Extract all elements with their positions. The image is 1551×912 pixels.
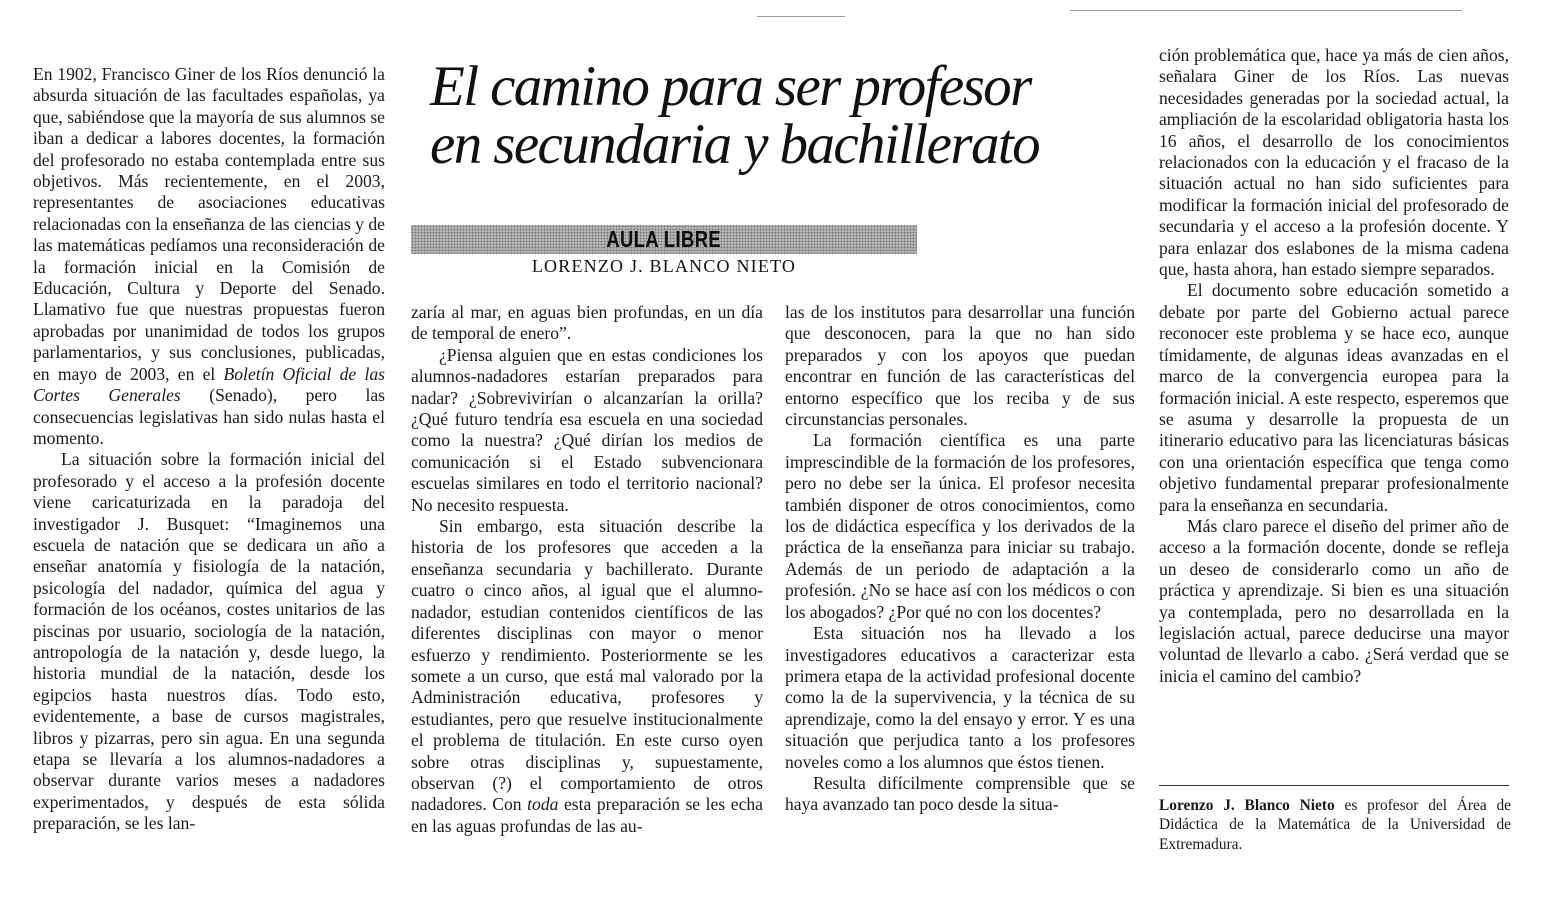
- italic-text-run: Boletín Oficial de las Cortes Generales: [33, 363, 385, 406]
- paragraph: las de los institutos para desarrollar una función que desconocen, para la que no han sido preparados y con los apoyos que puedan encontrar en función de las características del entorno específico que los reciba y de sus circunstancias personales.: [785, 302, 1135, 430]
- author-name: Lorenzo J. Blanco Nieto: [1159, 797, 1335, 814]
- section-label: AULA LIBRE: [606, 226, 722, 252]
- article-column-2: [411, 302, 763, 837]
- author-bio-text: es profesor del Área de Didáctica de la Matemática de la Universidad de Extremadura.: [1159, 797, 1511, 853]
- paragraph: ¿Piensa alguien que en estas condiciones los alumnos-nadadores estarían preparados para nadar? ¿Sobrevivirían o alcanzarían la orilla? ¿Qué futuro tendría esa escuela en una sociedad como la nuestra? ¿Qué dirían los medios de comunicación si el Estado subvencionara escuelas similares en todo el territorio nacional? No necesito respuesta.: [411, 344, 763, 515]
- text-run: (Senado), pero las consecuencias legislativas han sido nulas hasta el momento.: [33, 385, 385, 448]
- paragraph: El documento sobre educación sometido a debate por parte del Gobierno actual parece reconocer este problema y se hace eco, aunque tímidamente, de algunas ideas avanzadas en el marco de la convergencia europea para la formación inicial. A este respecto, esperemos que se asuma y desarrolle la propuesta de un itinerario educativo para las licenciaturas básicas con una orientación específica que tenga como objetivo fundamental preparar profesionalmente para la enseñanza en secundaria.: [1159, 280, 1509, 515]
- paragraph: zaría al mar, en aguas bien profundas, en un día de temporal de enero”.: [411, 302, 763, 344]
- paragraph: La situación sobre la formación inicial del profesorado y el acceso a la profesión docente viene caricaturizada en la paradoja del investigador J. Busquet: “Imaginemos una escuela de natación que se dedicara un año a enseñar anatomía y fisiología de la natación, psicología del nadador, química del agua y formación de los océanos, costes unitarios de las piscinas por usuario, sociología de la natación, antropología de la natación y, desde luego, la historia mundial de la natación, desde los egipcios hasta nuestros días. Todo esto, evidentemente, a base de cursos magistrales, libros y pizarras, pero sin agua. En una segunda etapa se llevaría a los alumnos-nadadores a observar durante varios meses a nadadores experimentados, y después de esta sólida preparación, se les lan-: [33, 449, 385, 834]
- top-edge-rule-right: [1070, 10, 1462, 11]
- text-run: En 1902, Francisco Giner de los Ríos denunció la absurda situación de las facultades españolas, ya que, sabiéndose que la mayoría de sus alumnos se iban a dedicar a labores docentes, la formación del profesorado no estaba contemplada entre sus objetivos. Más recientemente, en el 2003, representantes de asociaciones educativas relacionadas con la enseñanza de las ciencias y de las matemáticas pedíamos una reconsideración de la formación inicial en la Comisión de Educación, Cultura y Deporte del Senado. Llamativo fue que nuestras propuestas fueron aprobadas por unanimidad de todos los grupos parlamentarios, y sus conclusiones, publicadas, en mayo de 2003, en el: [33, 64, 385, 384]
- headline-line-2: en secundaria y bachillerato: [430, 113, 1039, 176]
- paragraph: Resulta difícilmente comprensible que se haya avanzado tan poco desde la situa-: [785, 772, 1135, 815]
- paragraph: [411, 516, 763, 837]
- paragraph: Esta situación nos ha llevado a los investigadores educativos a caracterizar esta primera etapa de la actividad profesional docente como la de la supervivencia, y la técnica de su aprendizaje, como la del ensayo y error. Y es una situación que perjudica tanto a los profesores noveles como a los alumnos que éstos tienen.: [785, 623, 1135, 772]
- paragraph: ción problemática que, hace ya más de cien años, señalara Giner de los Ríos. Las nuevas necesidades generadas por la sociedad actual, la ampliación de la escolaridad obligatoria hasta los 16 años, el desarrollo de los conocimientos relacionados con la educación y el fracaso de la situación actual no han sido suficientes para modificar la formación inicial del profesorado de secundaria y el acceso a la profesión docente. Y para enlazar dos eslabones de la misma cadena que, hasta ahora, han estado siempre separados.: [1159, 45, 1509, 280]
- byline: LORENZO J. BLANCO NIETO: [531, 256, 797, 276]
- paragraph: La formación científica es una parte imprescindible de la formación de los profesores, pero no debe ser la única. El profesor necesita también disponer de otros conocimientos, como los de didáctica específica y los derivados de la práctica de la enseñanza para iniciar su trabajo. Además de un periodo de adaptación a la profesión. ¿No se hace así con los médicos o con los abogados? ¿Por qué no con los docentes?: [785, 430, 1135, 622]
- text-run: Sin embargo, esta situación describe la historia de los profesores que acceden a la enseñanza secundaria y bachillerato. Durante cuatro o cinco años, al igual que el alumno-nadador, estudian contenidos científicos de las diferentes disciplinas con mayor o menor esfuerzo y rendimiento. Posteriormente se les somete a un curso, que está mal valorado por la Administración educativa, profesores y estudiantes, pero que resuelve institucionalmente el problema de titulación. En este curso oyen sobre otras disciplinas y, supuestamente, observan (?) el comportamiento de otros nadadores. Con: [411, 516, 763, 815]
- paragraph: [33, 64, 385, 449]
- article-column-4: [1159, 45, 1509, 687]
- bio-separator-rule: [1159, 785, 1509, 786]
- author-bio: [1159, 796, 1511, 854]
- text-run: esta preparación se les echa en las aguas profundas de las au-: [411, 794, 763, 836]
- article-column-1: [33, 64, 385, 835]
- top-edge-rule-left: [757, 16, 845, 17]
- headline: [430, 55, 1130, 176]
- paragraph: Más claro parece el diseño del primer año de acceso a la formación docente, donde se refleja un deseo de considerarlo como un año de práctica y aprendizaje. Si bien es una situación ya contemplada, pero no desarrollada en la legislación actual, parece deducirse una mayor voluntad de llevarlo a cabo. ¿Será verdad que se inicia el camino del cambio?: [1159, 515, 1509, 686]
- italic-text-run: toda: [527, 794, 559, 815]
- section-banner: [411, 225, 917, 254]
- article-column-3: [785, 302, 1135, 816]
- headline-line-1: El camino para ser profesor: [430, 55, 1031, 118]
